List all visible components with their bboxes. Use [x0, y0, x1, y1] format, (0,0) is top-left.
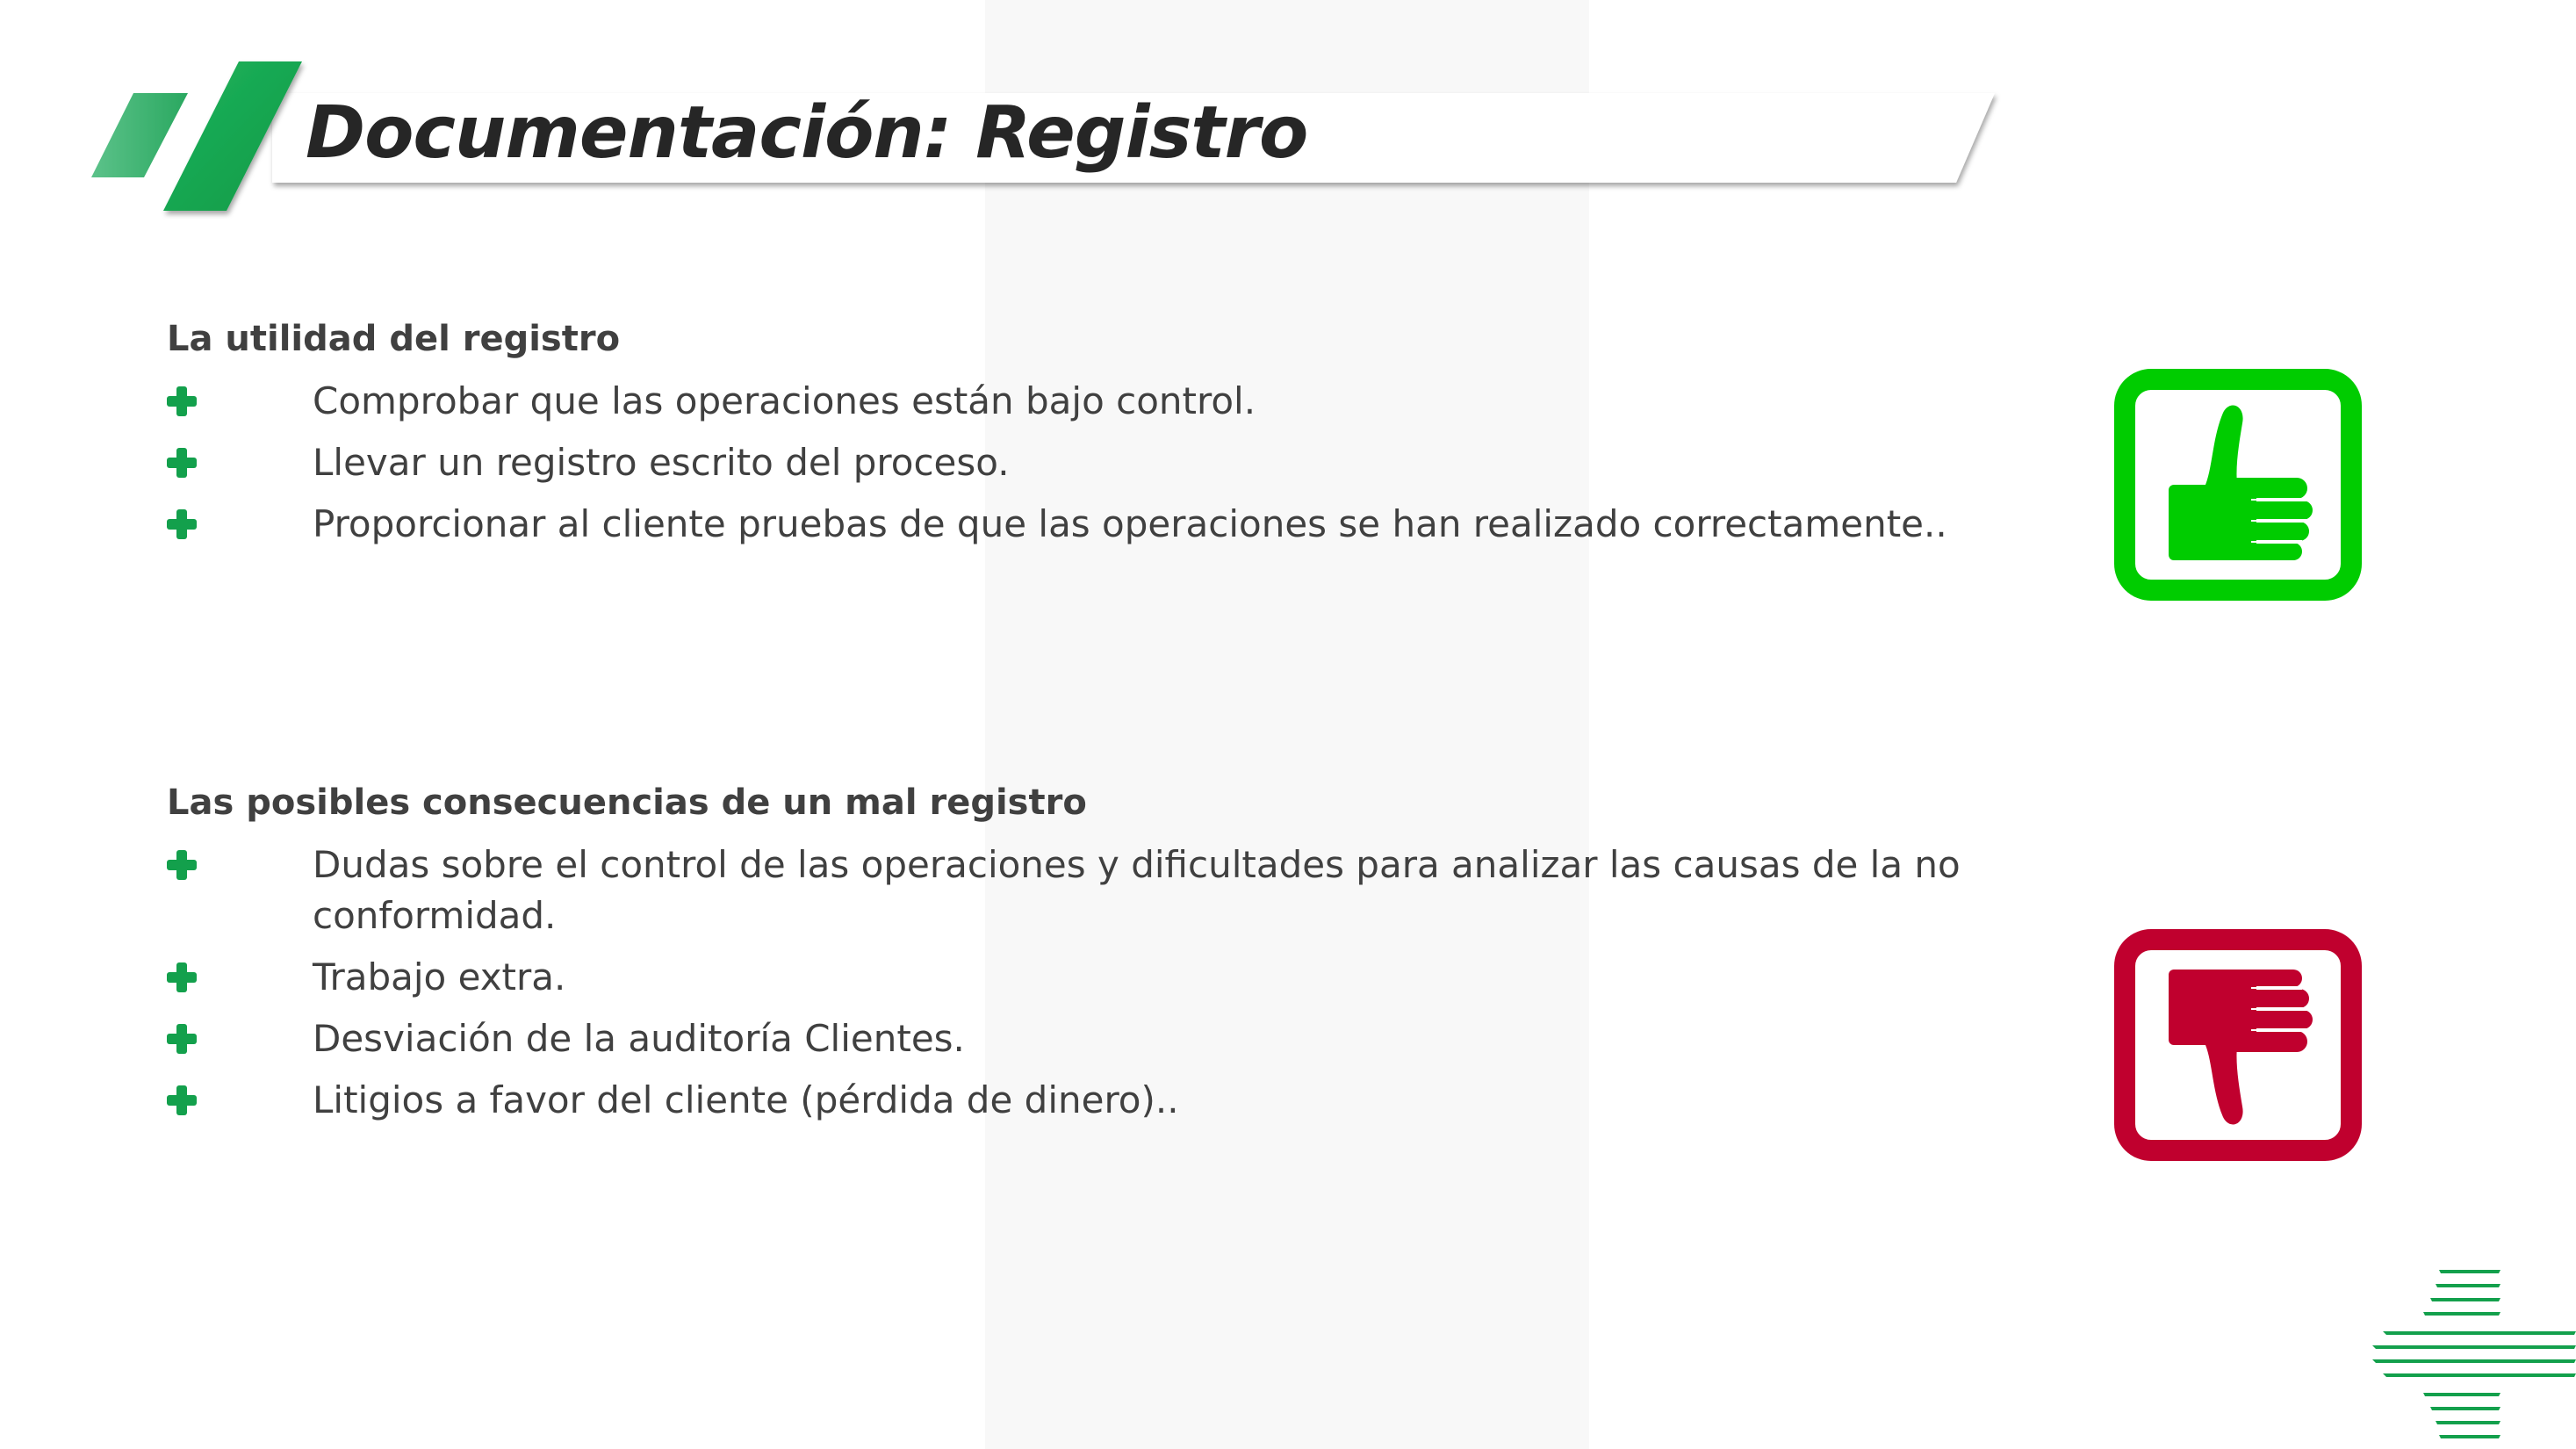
page-title: Documentación: Registro: [306, 91, 1308, 175]
list-item-text: Litigios a favor del cliente (pérdida de dinero)..: [313, 1078, 1179, 1121]
plus-icon: [167, 962, 197, 992]
section-heading: Las posibles consecuencias de un mal registro: [167, 782, 1087, 823]
thumbs-down-icon: [2114, 929, 2362, 1161]
plus-icon: [167, 1024, 197, 1054]
plus-icon: [167, 1085, 197, 1115]
thumbs-up-icon: [2114, 369, 2362, 601]
list-item-text: Desviación de la auditoría Clientes.: [313, 1017, 965, 1060]
section-utility: [167, 316, 1975, 560]
list-item: [167, 1075, 1975, 1126]
plus-icon: [167, 850, 197, 880]
list-item-text: Dudas sobre el control de las operaciones y dificultades para analizar las causas de la no conformidad.: [313, 843, 1961, 937]
list-item: [167, 1013, 1975, 1064]
list-item: [167, 840, 2007, 941]
plus-icon: [167, 509, 197, 539]
list-item: [167, 499, 1975, 550]
list-item: [167, 952, 1975, 1003]
logo-plus-lines: [2371, 1265, 2576, 1449]
list-item-text: Llevar un registro escrito del proceso.: [313, 441, 1010, 484]
section-consequences: [167, 780, 1975, 1136]
list-item: [167, 376, 1975, 427]
plus-icon: [167, 448, 197, 478]
slash-light: [91, 93, 188, 177]
list-item-text: Comprobar que las operaciones están bajo control.: [313, 379, 1256, 422]
list-item: [167, 437, 1975, 488]
section-heading: La utilidad del registro: [167, 319, 621, 359]
plus-icon: [167, 386, 197, 416]
list-item-text: Trabajo extra.: [313, 955, 566, 998]
list-item-text: Proporcionar al cliente pruebas de que las operaciones se han realizado correctamente..: [313, 502, 1947, 545]
